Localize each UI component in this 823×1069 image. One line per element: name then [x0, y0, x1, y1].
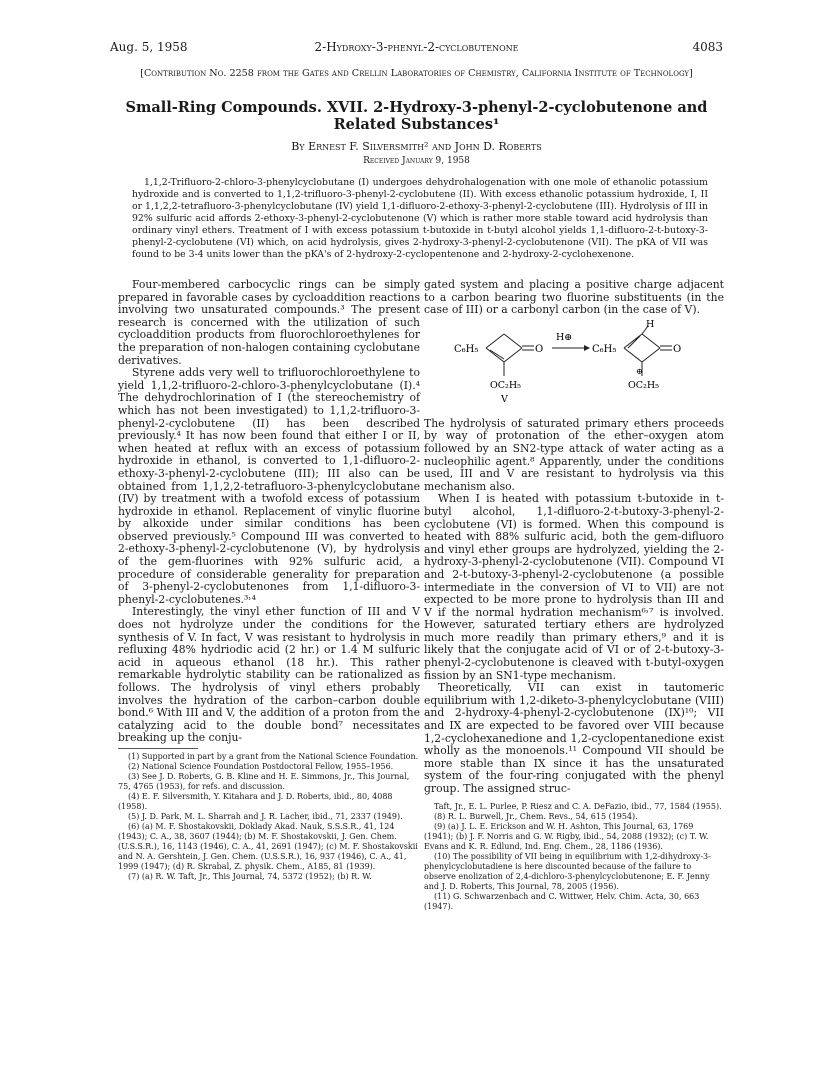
compound-label-v: V — [501, 393, 508, 405]
carbonyl-oxygen-left: O — [535, 343, 544, 355]
body-paragraph: Styrene adds very well to trifluorochloroethylene to yield 1,1,2-trifluoro-2-chloro-3-phenylcyclobutane (I).⁴ The dehydrochlorination of I (the stereochemistry of which has not been investigated) to 1,1,2-trifluoro-3-phenyl-2-cyclobutene (II) has been described previously.⁴ It has now been found that either I or II, when heated at reflux with an excess of potassium hydroxide in ethanol, is converted to 1,1-difluoro-2-ethoxy-3-phenyl-2-cyclobutene (III); III also can be obtained from 1,1,2,2-tetrafluoro-3-phenylcyclobutane (IV) by treatment with a twofold excess of potassium hydroxide in ethanol. Replacement of vinylic fluorine by alkoxide under similar conditions has been observed previously.⁵ Compound III was converted to 2-ethoxy-3-phenyl-2-cyclobutenone (V), by hydrolysis of the gem-fluorines with 92% sulfuric acid, a procedure of considerable generality for preparation of 3-phenyl-2-cyclobutenones from 1,1-difluoro-3-phenyl-2-cyclobutenes.³˒⁴ — [118, 366, 420, 606]
footnote: (8) R. L. Burwell, Jr., Chem. Revs., 54, 615 (1954). — [434, 811, 638, 821]
footnote: (11) G. Schwarzenbach and C. Wittwer, Helv. Chim. Acta, 30, 663 (1947). — [424, 891, 700, 911]
issue-date: Aug. 5, 1958 — [110, 40, 188, 54]
phenyl-label-right: C₆H₅ — [592, 343, 617, 355]
contribution-line: [Contribution No. 2258 from the Gates and Crellin Laboratories of Chemistry, California Institute of Technology] — [140, 68, 693, 79]
footnote: (6) (a) M. F. Shostakovskii, Doklady Akad. Nauk, S.S.S.R., 41, 124 (1943); C. A., 38, 3607 (1944); (b) M. F. Shostakovskii, J. Gen. Chem. (U.S.S.R.), 16, 1143 (1946), C. A., 41, 2691 (1947); (c) M. F. Shostakovskii and N. A. Gershtein, J. Gen. Chem. (U.S.S.R.), 16, 937 (1946), C. A., 41, 1999 (1947); (d) R. Skrabal, Z. physik. Chem., A185, 81 (1939). — [118, 821, 418, 871]
received-date: Received January 9, 1958 — [363, 156, 470, 166]
footnote: (7) (a) R. W. Taft, Jr., This Journal, 74, 5372 (1952); (b) R. W. — [128, 871, 372, 881]
body-paragraph: Four-membered carbocyclic rings can be simply prepared in favorable cases by cycloaddition reactions involving two unsaturated compounds.³ The present research is concerned with the utilization of such cycloaddition products from fluorochloroethylenes for the preparation of non-halogen containing cyclobutane derivatives. — [118, 278, 420, 367]
article-title: Small-Ring Compounds. XVII. 2-Hydroxy-3-phenyl-2-cyclobutenone and Related Substances¹ — [125, 99, 708, 133]
left-column — [118, 279, 420, 882]
page-number: 4083 — [692, 40, 723, 54]
reaction-arrowhead — [584, 345, 590, 351]
footnote: (1) Supported in part by a grant from the National Science Foundation. — [128, 751, 419, 761]
footnote: (5) J. D. Park, M. L. Sharrah and J. R. Lacher, ibid., 71, 2337 (1949). — [128, 811, 403, 821]
ethoxy-label-right: OC₂H₅ — [628, 379, 659, 391]
reaction-scheme — [424, 320, 724, 415]
body-paragraph: gated system and placing a positive charge adjacent to a carbon bearing two fluorine substituents (in the case of III) or a carbonyl carbon (in the case of V). — [424, 278, 724, 317]
reagent-label: H⊕ — [556, 331, 573, 343]
running-title: 2-Hydroxy-3-phenyl-2-cyclobutenone — [314, 40, 519, 54]
footnote: (3) See J. D. Roberts, G. B. Kline and H. E. Simmons, Jr., This Journal, 75, 4765 (1953), for refs. and discussion. — [118, 771, 410, 791]
running-header — [110, 40, 723, 56]
footnote: (10) The possibility of VII being in equilibrium with 1,2-dihydroxy-3-phenylcyclobutadiene is here discounted because of the failure to observe enolization of 2,4-dichloro-3-phenylcyclobutenone; E. F. Jenny and J. D. Roberts, This Journal, 78, 2005 (1956). — [424, 851, 711, 891]
abstract: 1,1,2-Trifluoro-2-chloro-3-phenylcyclobutane (I) undergoes dehydrohalogenation with one mole of ethanolic potassium hydroxide and is converted to 1,1,2-trifluoro-3-phenyl-2-cyclobutene (II). With excess ethanolic potassium hydroxide, I, II or 1,1,2,2-tetrafluoro-3-phenylcyclobutane (IV) yield 1,1-difluoro-2-ethoxy-3-phenyl-2-cyclobutene (III). Hydrolysis of III in 92% sulfuric acid affords 2-ethoxy-3-phenyl-2-cyclobutenone (V) which is rather more stable toward acid hydrolysis than ordinary vinyl ethers. Treatment of I with excess potassium t-butoxide in t-butyl alcohol yields 1,1-difluoro-2-t-butoxy-3-phenyl-2-cyclobutene (VI) which, on acid hydrolysis, gives 2-hydroxy-3-phenyl-2-cyclobutenone (VII). The pKA of VII was found to be 3-4 units lower than the pKA's of 2-hydroxy-2-cyclopentenone and 2-hydroxy-2-cyclohexenone. — [132, 177, 708, 260]
reaction-scheme-svg — [424, 320, 724, 415]
phenyl-label-left: C₆H₅ — [454, 343, 479, 355]
footnotes-right — [424, 802, 724, 912]
cyclobutenyl-cation-right — [624, 326, 672, 376]
footnotes-left — [118, 752, 420, 882]
carbonyl-oxygen-right: O — [673, 343, 682, 355]
body-paragraph: Theoretically, VII can exist in tautomeric equilibrium with 1,2-diketo-3-phenylcyclobutane (VIII) and 2-hydroxy-4-phenyl-2-cyclobutenone (IX)¹⁰; VII and IX are expected to be favored over VIII because 1,2-cyclohexanedione and 1,2-cyclopentanedione exist wholly as the monoenols.¹¹ Compound VII should be more stable than IX since it has the unsaturated system of the four-ring conjugated with the phenyl group. The assigned struc- — [424, 681, 724, 795]
footnote: (2) National Science Foundation Postdoctoral Fellow, 1955–1956. — [128, 761, 394, 771]
body-paragraph: When I is heated with potassium t-butoxide in t-butyl alcohol, 1,1-difluoro-2-t-butoxy-3-phenyl-2-cyclobutene (VI) is formed. When this compound is heated with 88% sulfuric acid, both the gem-difluoro and vinyl ether groups are hydrolyzed, yielding the 2-hydroxy-3-phenyl-2-cyclobutenone (VII). Compound VI and 2-t-butoxy-3-phenyl-2-cyclobutenone (a possible intermediate in the conversion of VI to VII) are not expected to be more prone to hydrolysis than III and V if the normal hydration mechanism⁶˒⁷ is involved. However, saturated tertiary ethers are hydrolyzed much more readily than primary ethers,⁹ and it is likely that the conjugate acid of VI or of 2-t-butoxy-3-phenyl-2-cyclobutenone is cleaved with t-butyl-oxygen fission by an SN1-type mechanism. — [424, 492, 724, 682]
right-column — [424, 279, 724, 912]
footnote-rule — [118, 748, 198, 749]
footnote: (9) (a) J. L. E. Erickson and W. H. Ashton, This Journal, 63, 1769 (1941); (b) J. F. Norris and G. W. Rigby, ibid., 54, 2088 (1932); (c) T. W. Evans and K. R. Edlund, Ind. Eng. Chem., 28, 1186 (1936). — [424, 821, 709, 851]
footnote: Taft, Jr., E. L. Purlee, P. Riesz and C. A. DeFazio, ibid., 77, 1584 (1955). — [434, 801, 722, 811]
body-paragraph: The hydrolysis of saturated primary ethers proceeds by way of protonation of the ether–oxygen atom followed by an SN2-type attack of water acting as a nucleophilic agent.⁸ Apparently, under the conditions used, III and V are resistant to hydrolysis via this mechanism also. — [424, 416, 724, 493]
body-paragraph: Interestingly, the vinyl ether function of III and V does not hydrolyze under the conditions for the synthesis of V. In fact, V was resistant to hydrolysis in refluxing 48% hydriodic acid (2 hr.) or 1.4 M sulfuric acid in aqueous ethanol (18 hr.). This rather remarkable hydrolytic stability can be rationalized as follows. The hydrolysis of vinyl ethers probably involves the hydration of the carbon–carbon double bond.⁶ With III and V, the addition of a proton from the catalyzing acid to the double bond⁷ necessitates breaking up the conju- — [118, 605, 420, 745]
cation-charge: ⊕ — [636, 366, 643, 376]
footnote: (4) E. F. Silversmith, Y. Kitahara and J. D. Roberts, ibid., 80, 4088 (1958). — [118, 791, 393, 811]
author-line: By Ernest F. Silversmith² and John D. Roberts — [291, 140, 542, 153]
cyclobutenone-left — [486, 334, 534, 376]
added-hydrogen: H — [646, 319, 655, 330]
ethoxy-label-left: OC₂H₅ — [490, 379, 521, 391]
